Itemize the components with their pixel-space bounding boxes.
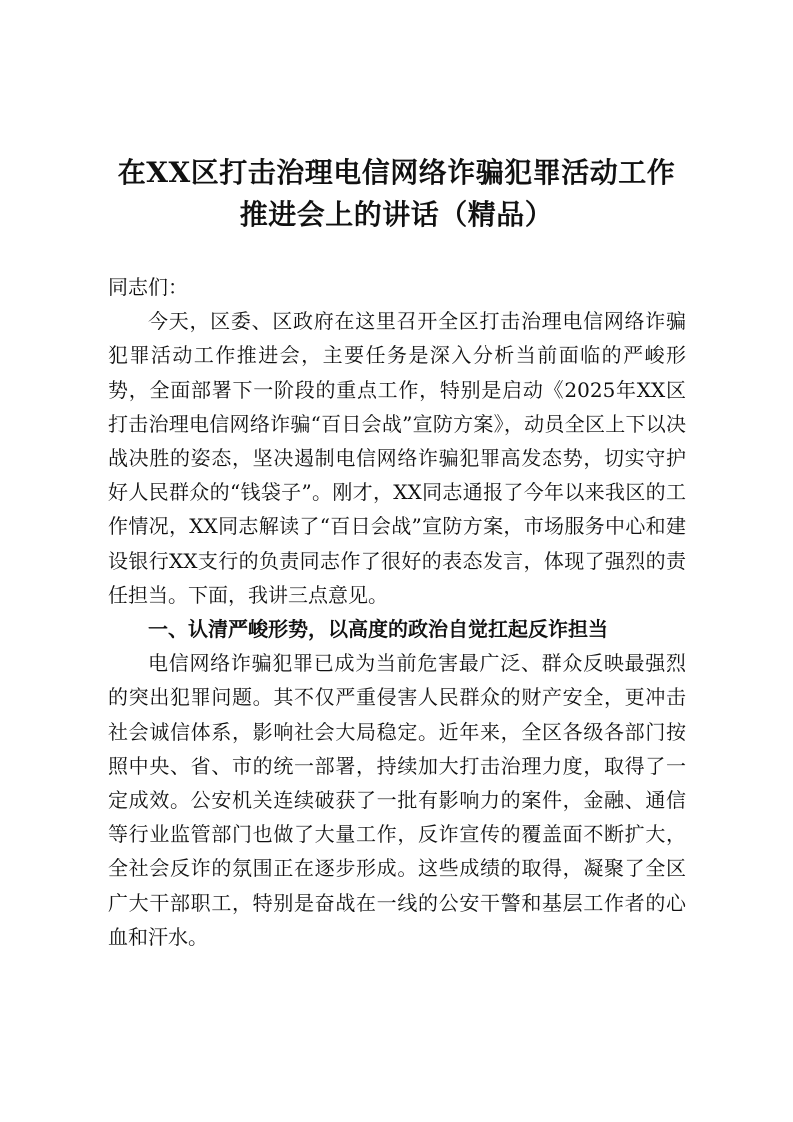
salutation: 同志们： (108, 275, 188, 299)
title-line-1: 在XX区打击治理电信网络诈骗犯罪活动工作 (117, 156, 676, 189)
title-line-2: 推进会上的讲话（精品） (239, 198, 554, 231)
document-body (108, 270, 686, 954)
section-1-paragraph: 电信网络诈骗犯罪已成为当前危害最广泛、群众反映最强烈的突出犯罪问题。其不仅严重侵害人民群众的财产安全，更冲击社会诚信体系，影响社会大局稳定。近年来，全区各级各部门按照中央、省、市的统一部署，持续加大打击治理力度，取得了一定成效。公安机关连续破获了一批有影响力的案件，金融、通信等行业监管部门也做了大量工作，反诈宣传的覆盖面不断扩大，全社会反诈的氛围正在逐步形成。这些成绩的取得，凝聚了全区广大干部职工，特别是奋战在一线的公安干警和基层工作者的心血和汗水。 (108, 651, 686, 949)
section-1-heading: 一、认清严峻形势，以高度的政治自觉扛起反诈担当 (148, 617, 608, 642)
opening-paragraph: 今天，区委、区政府在这里召开全区打击治理电信网络诈骗犯罪活动工作推进会，主要任务是深入分析当前面临的严峻形势，全面部署下一阶段的重点工作，特别是启动《2025年XX区打击治理电信网络诈骗“百日会战”宣防方案》，动员全区上下以决战决胜的姿态，坚决遏制电信网络诈骗犯罪高发态势，切实守护好人民群众的“钱袋子”。刚才，XX同志通报了今年以来我区的工作情况，XX同志解读了“百日会战”宣防方案，市场服务中心和建设银行XX支行的负责同志作了很好的表态发言，体现了强烈的责任担当。下面，我讲三点意见。 (108, 309, 686, 607)
document-title (100, 152, 693, 236)
